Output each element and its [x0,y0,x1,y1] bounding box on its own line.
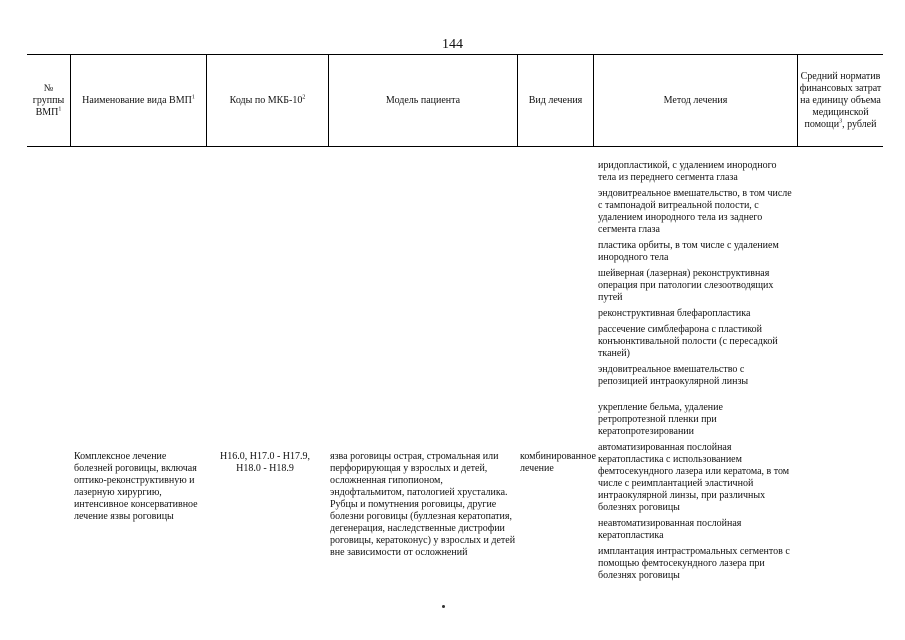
method-item: рассечение симблефарона с пластикой конъюнктивальной полости (с пересадкой тканей) [598,324,778,359]
method-item: эндовитреальное вмешательство, в том числе с тампонадой витреальной полости, с удалением инородного тела из заднего сегмента глаза [598,188,792,235]
method-item: неавтоматизированная послойная кератопластика [598,518,742,541]
table-header [27,54,883,147]
header-patient-model: Модель пациента [385,94,461,106]
header-treatment-type: Вид лечения [528,94,583,106]
header-treatment-method: Метод лечения [663,94,728,106]
header-icd-codes: Коды по МКБ-$10^2$ [229,94,306,106]
method-item: пластика орбиты, в том числе с удалением инородного тела [598,240,779,263]
method-item: иридопластикой, с удалением инородного тела из переднего сегмента глаза [598,160,777,183]
method-item: эндовитреальное вмешательство с репозицией интраокулярной линзы [598,364,749,387]
method-item: имплантация интрастромальных сегментов с помощью фемтосекундного лазера при болезнях роговицы [598,546,790,581]
method-item: укрепление бельма, удаление ретропротезной пленки при кератопротезировании [598,402,723,437]
header-vmp-name: Наименование вида ВМП$^1$ [82,94,195,106]
header-average-cost: Средний норматив финансовых затрат на единицу объема медицинской помощи$^3$, рублей [799,70,882,130]
treatment-type-cell: комбинированное лечение [520,451,596,474]
patient-model-cell: язва роговицы острая, стромальная или перфорирующая у взрослых и детей, осложненная гипопионом, эндофтальмитом, патологией хрусталика. Рубцы и помутнения роговицы, другие болезни роговицы (буллезная кератопатия, дегенерация, наследственные дистрофии роговицы, кератоконус) у взрослых и детей вне зависимости от осложнений [330,451,516,558]
vmp-name-cell: Комплексное лечение болезней роговицы, включая оптико-реконструктивную и лазерную хирургию, интенсивное консервативное лечение язвы роговицы [74,451,198,522]
continued-methods-list [598,160,793,586]
icd-codes-cell: H16.0, H17.0 - H17.9, H18.0 - H18.9 [220,451,310,474]
method-item: автоматизированная послойная кератопластика с использованием фемтосекундного лазера или кератома, в том числе с реимплантацией эластичной интраокулярной линзы, при различных болезнях роговицы [598,442,790,513]
header-group-number: № группы ВМП$^1$ [32,82,65,118]
method-item: шейверная (лазерная) реконструктивная операция при патологии слезоотводящих путей [598,268,774,303]
page-number: 144 [442,37,463,52]
scan-dot [442,605,445,608]
method-item: реконструктивная блефаропластика [598,308,751,319]
